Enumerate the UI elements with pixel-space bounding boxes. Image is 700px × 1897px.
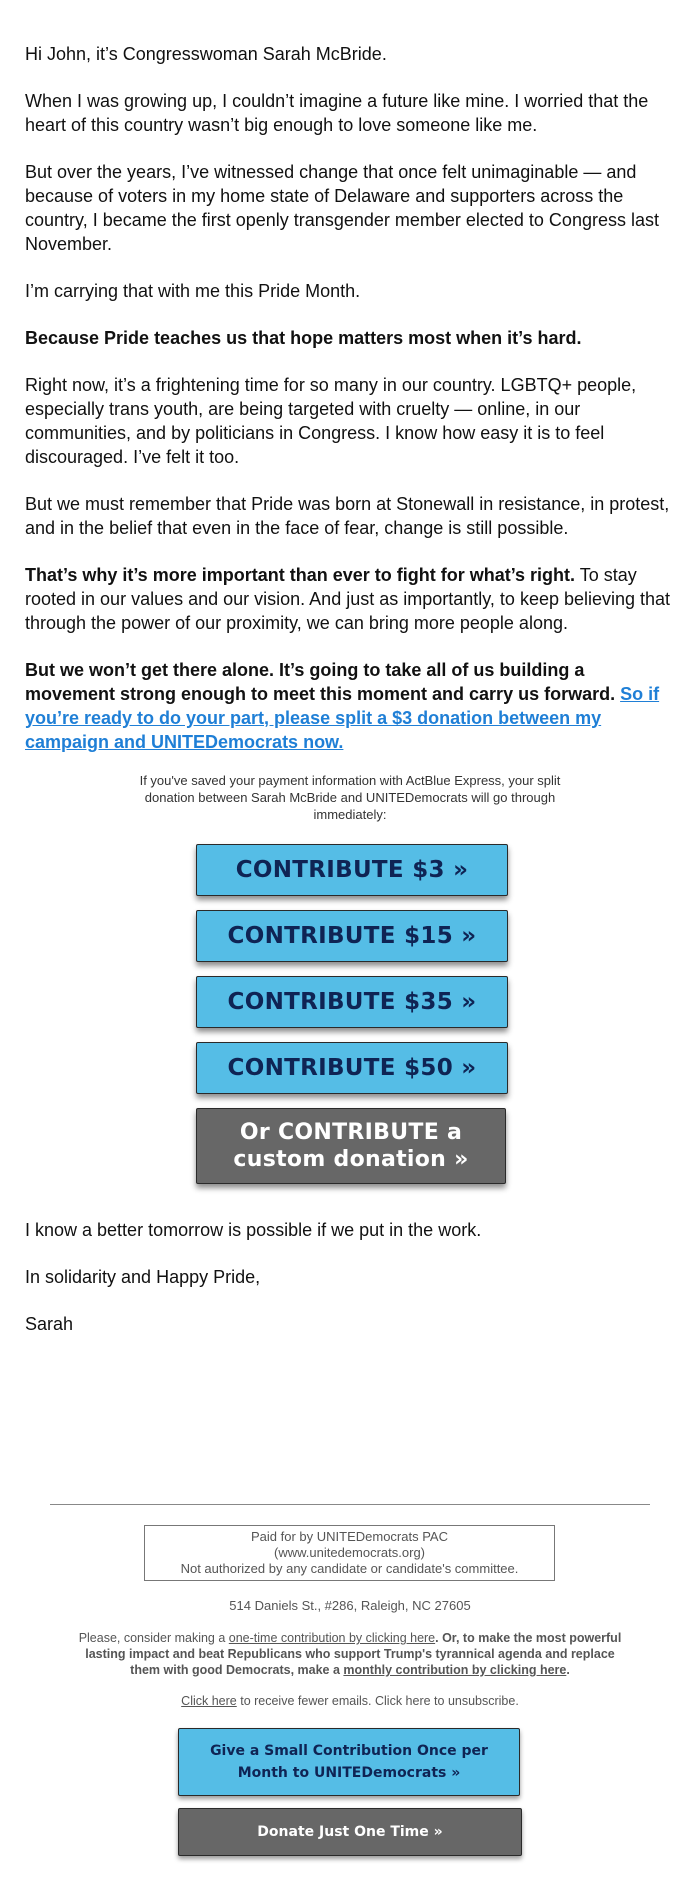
paragraph-frightening-time: Right now, it’s a frightening time for so many in our country. LGBTQ+ people, especially trans youth, are being targeted with cruelty — online, in our communities, and by politicians in Congress. I know how easy it is to feel discouraged. I’ve felt it too. bbox=[25, 375, 637, 467]
consider-period: . bbox=[566, 1663, 570, 1677]
movement-bold-text: But we won’t get there alone. It’s going to take all of us building a movement strong enough to meet this moment and carry us forward. bbox=[25, 660, 616, 704]
email-body bbox=[25, 42, 675, 777]
one-time-contribution-link[interactable]: one-time contribution by clicking here bbox=[228, 1631, 436, 1645]
split-donation-link[interactable]: So if you’re ready to do your part, please split a $3 donation between my campaign and UNITEDemocrats now. bbox=[25, 684, 660, 752]
paragraph-hope bbox=[25, 326, 675, 350]
paragraph-stonewall: But we must remember that Pride was born at Stonewall in resistance, in protest, and in the belief that even in the face of fear, change is still possible. bbox=[25, 494, 670, 538]
consider-bold-text: . Or, to make the most powerful lasting impact and beat Republicans who support Trump's tyrannical agenda and replace them with good Democrats, make a bbox=[85, 1631, 622, 1677]
mailing-address: 514 Daniels St., #286, Raleigh, NC 27605 bbox=[229, 1598, 471, 1613]
fight-bold-text: That’s why it’s more important than ever to fight for what’s right. bbox=[25, 565, 576, 585]
footer-consider-text bbox=[70, 1630, 630, 1678]
fight-rest-text: To stay rooted in our values and our vision. And just as importantly, to keep believing that through the power of our proximity, we can bring more people along. bbox=[25, 565, 671, 633]
paragraph-growing-up: When I was growing up, I couldn’t imagine a future like mine. I worried that the heart of this country wasn’t big enough to love someone like me. bbox=[25, 91, 649, 135]
contribute-35-button[interactable]: CONTRIBUTE $35 » bbox=[196, 976, 508, 1028]
contribute-50-button[interactable]: CONTRIBUTE $50 » bbox=[196, 1042, 508, 1094]
actblue-express-note: If you've saved your payment information with ActBlue Express, your split donation between Sarah McBride and UNITEDemocrats will go through immediately: bbox=[139, 773, 561, 822]
monthly-contribution-link[interactable]: monthly contribution by clicking here bbox=[343, 1663, 567, 1677]
paragraph-fight bbox=[25, 563, 675, 635]
paragraph-pride-month: I’m carrying that with me this Pride Month. bbox=[25, 281, 361, 301]
sign-off: In solidarity and Happy Pride, bbox=[25, 1267, 261, 1287]
paid-for-disclaimer: Not authorized by any candidate or candidate's committee. bbox=[180, 1561, 519, 1576]
paid-for-box bbox=[144, 1525, 555, 1581]
contribute-custom-button[interactable]: Or CONTRIBUTE a custom donation » bbox=[196, 1108, 506, 1184]
monthly-contribution-button[interactable]: Give a Small Contribution Once per Month to UNITEDemocrats » bbox=[178, 1728, 520, 1796]
paid-for-url: (www.unitedemocrats.org) bbox=[274, 1545, 425, 1560]
unsubscribe-line bbox=[0, 1694, 700, 1708]
unsubscribe-text: to receive fewer emails. Click here to unsubscribe. bbox=[236, 1694, 519, 1708]
contribute-3-button[interactable]: CONTRIBUTE $3 » bbox=[196, 844, 508, 896]
paragraph-call-to-action bbox=[25, 658, 675, 754]
one-time-donation-button[interactable]: Donate Just One Time » bbox=[178, 1808, 522, 1856]
hope-bold-text: Because Pride teaches us that hope matters most when it’s hard. bbox=[25, 328, 582, 348]
signature: Sarah bbox=[25, 1314, 74, 1334]
contribute-15-button[interactable]: CONTRIBUTE $15 » bbox=[196, 910, 508, 962]
footer-divider bbox=[50, 1504, 650, 1505]
paragraph-change: But over the years, I’ve witnessed change that once felt unimaginable — and because of voters in my home state of Delaware and supporters across the country, I became the first openly transgender member elected to Congress last November. bbox=[25, 162, 659, 254]
closing-line: I know a better tomorrow is possible if we put in the work. bbox=[25, 1220, 482, 1240]
greeting: Hi John, it’s Congresswoman Sarah McBride. bbox=[25, 44, 387, 64]
fewer-emails-link[interactable]: Click here bbox=[181, 1694, 237, 1708]
paid-for-line: Paid for by UNITEDemocrats PAC bbox=[251, 1529, 448, 1544]
consider-prefix: Please, consider making a bbox=[78, 1631, 229, 1645]
